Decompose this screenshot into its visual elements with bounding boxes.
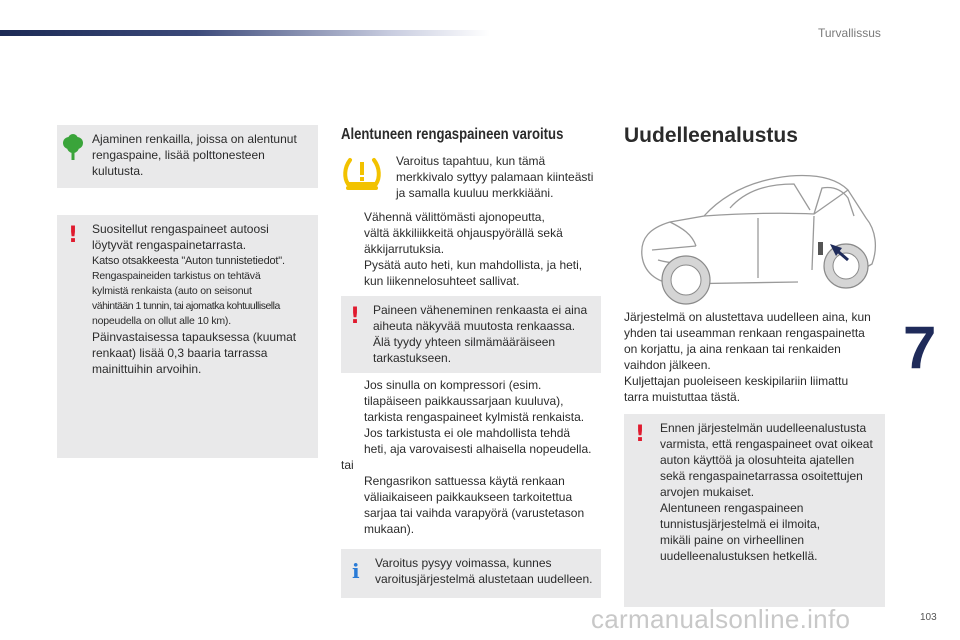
reset-paragraph xyxy=(624,309,889,405)
low-tyre-pressure-icon xyxy=(342,154,382,194)
bullet-stop-car xyxy=(341,257,606,291)
bullet-text xyxy=(364,377,609,457)
intro-line: merkkivalo syttyy palamaan kiinteästi xyxy=(396,170,594,184)
warning-line-small: Rengaspaineiden tarkistus on tehtävä xyxy=(92,270,261,282)
bullet-text xyxy=(364,209,563,257)
warning-line: Päinvastaisessa tapauksessa (kuumat xyxy=(92,330,297,344)
info-text xyxy=(375,555,601,587)
section-title: Turvallissus xyxy=(818,26,881,40)
tree-icon xyxy=(61,134,85,162)
info-line: Varoitus pysyy voimassa, kunnes xyxy=(375,556,552,570)
alert-line: tunnistusjärjestelmä ei ilmoita, xyxy=(660,517,821,531)
alert-line: mikäli paine on virheellinen xyxy=(660,533,805,547)
warning-line-small: vähintään 1 tunnin, tai ajomatka kohtuullisella xyxy=(92,300,280,312)
warning-icon: ! xyxy=(635,422,646,447)
page-number: 103 xyxy=(920,612,937,623)
intro-line: ja samalla kuuluu merkkiääni. xyxy=(396,186,554,200)
bullet-line: heti, aja varovaisesti alhaisella nopeudella. xyxy=(364,442,592,456)
pressure-alert-box xyxy=(341,296,601,373)
alert-line: auton käyttöä ja olosuhteita ajatellen xyxy=(660,453,855,467)
warning-line-small: nopeudella on ollut alle 10 km). xyxy=(92,315,231,327)
intro-text xyxy=(396,153,606,201)
or-text: tai xyxy=(341,458,354,472)
info-icon: i xyxy=(352,559,360,583)
eco-note-box xyxy=(57,125,318,188)
bullet-line: väliaikaiseen paikkaukseen tarkoitettua xyxy=(364,490,573,504)
reset-line: on korjattu, ja aina renkaan tai renkaiden xyxy=(624,342,841,356)
bullet-line: Rengasrikon sattuessa käytä renkaan xyxy=(364,474,565,488)
header-bar xyxy=(0,30,490,36)
reset-line: Kuljettajan puoleiseen keskipilariin liimattu xyxy=(624,374,849,388)
reset-line: tarra muistuttaa tästä. xyxy=(624,390,741,404)
bullet-line: tarkista rengaspaineet kylmistä renkaista. xyxy=(364,410,585,424)
bullet-reduce-speed xyxy=(341,209,606,259)
warning-line: löytyvät rengaspainetarrasta. xyxy=(92,238,247,252)
bullet-text xyxy=(364,257,609,289)
bullet-line: sarjaa tai vaihda varapyörä (varustetason xyxy=(364,506,585,520)
section-heading-warning: Alentuneen rengaspaineen varoitus xyxy=(341,126,564,143)
warning-icon: ! xyxy=(350,304,361,329)
reset-line: yhden tai useamman renkaan rengaspainetta xyxy=(624,326,865,340)
info-line: varoitusjärjestelmä alustetaan uudelleen. xyxy=(375,572,593,586)
section-heading-reset: Uudelleenalustus xyxy=(624,124,798,147)
bullet-text xyxy=(364,473,609,537)
warning-lines xyxy=(92,221,317,377)
chapter-number: 7 xyxy=(903,314,937,381)
bullet-repair-kit xyxy=(341,473,606,539)
warning-icon: ! xyxy=(68,223,79,248)
reset-alert-text xyxy=(660,420,884,564)
bullet-line: Pysätä auto heti, kun mahdollista, ja heti, xyxy=(364,258,583,272)
alert-line: arvojen mukaiset. xyxy=(660,485,755,499)
bullet-line: Jos tarkistusta ei ole mahdollista tehdä xyxy=(364,426,571,440)
bullet-line: äkkijarrutuksia. xyxy=(364,242,445,256)
bullet-line: mukaan). xyxy=(364,522,415,536)
warning-line-small: kylmistä renkaista (auto on seisonut xyxy=(92,285,252,297)
bullet-line: Jos sinulla on kompressori (esim. xyxy=(364,378,542,392)
bullet-line: tilapäiseen paikkaussarjaan kuuluva), xyxy=(364,394,564,408)
warning-line: Katso otsakkeesta "Auton tunnistetiedot". xyxy=(92,255,285,267)
alert-line: uudelleenalustuksen hetkellä. xyxy=(660,549,818,563)
bullet-line: Vähennä välittömästi ajonopeutta, xyxy=(364,210,545,224)
tyre-pressure-warning-box xyxy=(57,215,318,458)
alert-line: sekä rengaspainetarrassa osoitettujen xyxy=(660,469,863,483)
car-illustration xyxy=(622,160,882,310)
watermark: carmanualsonline.info xyxy=(591,604,851,634)
pressure-alert-text xyxy=(373,302,599,366)
eco-note-text: Ajaminen renkailla, joissa on alentunut rengaspaine, lisää polttonesteen kulutusta. xyxy=(92,132,297,178)
intro-line: Varoitus tapahtuu, kun tämä xyxy=(396,154,546,168)
alert-line: tarkastukseen. xyxy=(373,351,452,365)
warning-line: renkaat) lisää 0,3 baaria tarrassa xyxy=(92,346,268,360)
bullet-compressor xyxy=(341,377,606,459)
alert-line: aiheuta näkyvää muutosta renkaassa. xyxy=(373,319,576,333)
reset-line: Järjestelmä on alustettava uudelleen aina, kun xyxy=(624,310,871,324)
warning-line: mainittuihin arvoihin. xyxy=(92,362,202,376)
alert-line: Paineen väheneminen renkaasta ei aina xyxy=(373,303,588,317)
alert-line: Alentuneen rengaspaineen xyxy=(660,501,804,515)
reset-alert-box xyxy=(624,414,885,607)
warning-line: Suositellut rengaspaineet autoosi xyxy=(92,222,269,236)
reset-line: vaihdon jälkeen. xyxy=(624,358,711,372)
bullet-line: vältä äkkiliikkeitä ohjauspyörällä sekä xyxy=(364,226,563,240)
alert-line: Älä tyydy yhteen silmämääräiseen xyxy=(373,335,556,349)
alert-line: Ennen järjestelmän uudelleenalustusta xyxy=(660,421,867,435)
bullet-line: kun liikennelosuhteet sallivat. xyxy=(364,274,520,288)
info-box xyxy=(341,549,601,598)
alert-line: varmista, että rengaspaineet ovat oikeat xyxy=(660,437,873,451)
